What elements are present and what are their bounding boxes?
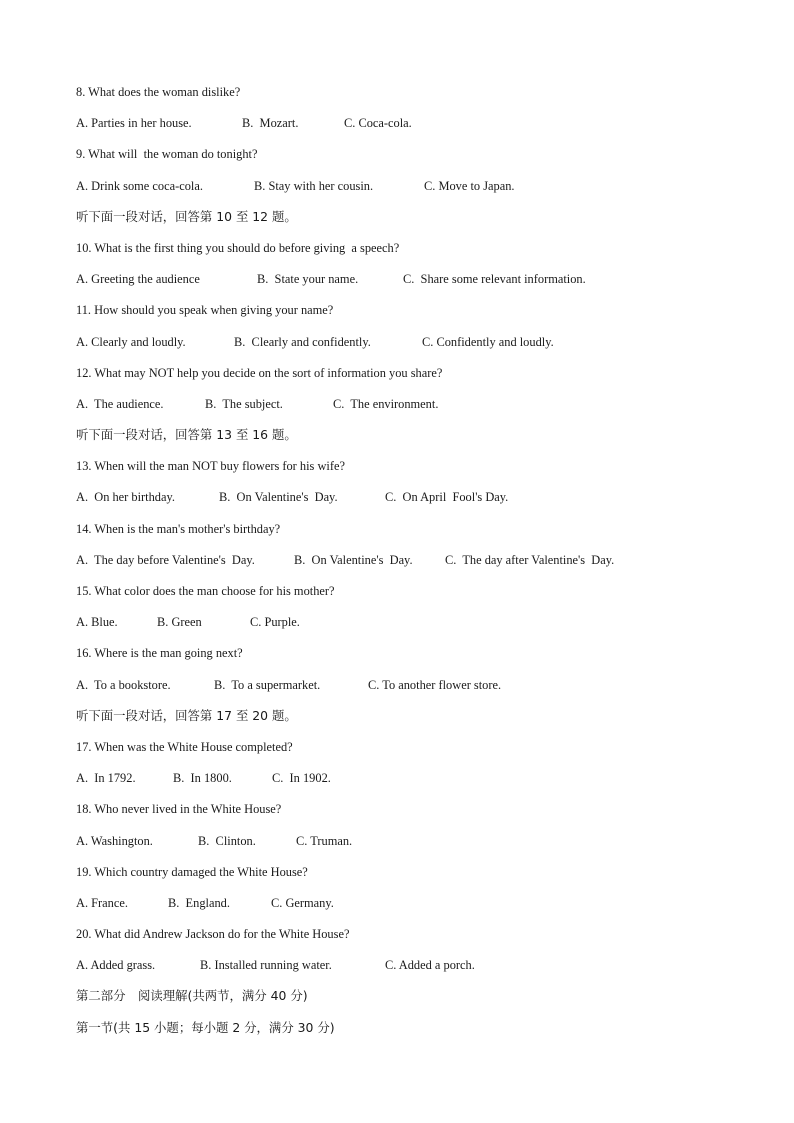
answer-option: C. Added a porch. bbox=[385, 958, 475, 973]
section-instruction: 听下面一段对话，回答第 10 至 12 题。 bbox=[76, 208, 297, 224]
answer-option: C. Coca-cola. bbox=[344, 116, 412, 131]
document-page bbox=[76, 83, 766, 1050]
answer-option: B. On Valentine's Day. bbox=[219, 490, 338, 505]
answer-option: B. To a supermarket. bbox=[214, 677, 321, 692]
answer-option: A. The audience. bbox=[76, 396, 164, 411]
answer-option: C. Truman. bbox=[296, 833, 353, 848]
answer-options bbox=[76, 832, 766, 863]
answer-option: C. The day after Valentine's Day. bbox=[445, 552, 615, 567]
question-text: 11. How should you speak when giving your name? bbox=[76, 303, 334, 318]
answer-option: B. In 1800. bbox=[173, 771, 232, 786]
answer-option: A. France. bbox=[76, 895, 128, 910]
question-text: 16. Where is the man going next? bbox=[76, 646, 243, 661]
question-text: 14. When is the man's mother's birthday? bbox=[76, 521, 281, 536]
answer-options bbox=[76, 114, 766, 145]
answer-option: C. Share some relevant information. bbox=[403, 272, 586, 287]
answer-options bbox=[76, 613, 766, 644]
answer-option: B. Clinton. bbox=[198, 833, 256, 848]
answer-option: A. Clearly and loudly. bbox=[76, 334, 186, 349]
answer-option: A. On her birthday. bbox=[76, 490, 175, 505]
answer-option: B. The subject. bbox=[205, 396, 283, 411]
question-text: 8. What does the woman dislike? bbox=[76, 85, 241, 99]
answer-option: A. Blue. bbox=[76, 615, 118, 630]
answer-option: B. Stay with her cousin. bbox=[254, 178, 374, 193]
answer-options bbox=[76, 395, 766, 426]
answer-option: B. Installed running water. bbox=[200, 958, 332, 973]
answer-option: B. State your name. bbox=[257, 272, 359, 287]
answer-option: C. In 1902. bbox=[272, 771, 331, 786]
answer-option: C. On April Fool's Day. bbox=[385, 490, 509, 505]
question-text: 19. Which country damaged the White House? bbox=[76, 864, 308, 879]
answer-option: A. Parties in her house. bbox=[76, 116, 192, 131]
answer-option: C. Move to Japan. bbox=[424, 178, 515, 193]
answer-option: B. Clearly and confidently. bbox=[234, 334, 371, 349]
question-text: 13. When will the man NOT buy flowers for his wife? bbox=[76, 459, 345, 474]
answer-option: A. To a bookstore. bbox=[76, 677, 171, 692]
answer-option: C. Purple. bbox=[250, 615, 300, 630]
answer-options bbox=[76, 270, 766, 301]
answer-option: C. Germany. bbox=[271, 895, 334, 910]
answer-options bbox=[76, 894, 766, 925]
answer-option: B. Green bbox=[157, 615, 202, 630]
question-text: 12. What may NOT help you decide on the sort of information you share? bbox=[76, 365, 443, 380]
question-text: 17. When was the White House completed? bbox=[76, 739, 293, 754]
answer-options bbox=[76, 177, 766, 208]
answer-option: A. In 1792. bbox=[76, 771, 136, 786]
answer-option: B. Mozart. bbox=[242, 116, 299, 131]
question-text: 9. What will the woman do tonight? bbox=[76, 147, 258, 162]
answer-option: A. Added grass. bbox=[76, 958, 156, 973]
answer-option: A. Washington. bbox=[76, 833, 153, 848]
answer-options bbox=[76, 956, 766, 987]
answer-options bbox=[76, 676, 766, 707]
answer-options bbox=[76, 551, 766, 582]
question-text: 15. What color does the man choose for his mother? bbox=[76, 584, 335, 598]
answer-option: A. Greeting the audience bbox=[76, 272, 200, 287]
answer-options bbox=[76, 333, 766, 364]
section-instruction: 第二部分 阅读理解(共两节，满分 40 分) bbox=[76, 988, 308, 1004]
answer-option: A. Drink some coca-cola. bbox=[76, 178, 203, 193]
answer-options bbox=[76, 769, 766, 800]
answer-option: C. To another flower store. bbox=[368, 677, 502, 692]
question-text: 10. What is the first thing you should do before giving a speech? bbox=[76, 240, 400, 255]
answer-option: B. England. bbox=[168, 895, 230, 910]
question-text: 20. What did Andrew Jackson do for the White House? bbox=[76, 927, 350, 942]
answer-options bbox=[76, 488, 766, 519]
answer-option: B. On Valentine's Day. bbox=[294, 552, 413, 567]
section-instruction: 第一节(共 15 小题；每小题 2 分，满分 30 分) bbox=[76, 1019, 335, 1035]
answer-option: C. Confidently and loudly. bbox=[422, 334, 554, 349]
answer-option: C. The environment. bbox=[333, 396, 439, 411]
question-text: 18. Who never lived in the White House? bbox=[76, 802, 282, 817]
section-instruction: 听下面一段对话，回答第 13 至 16 题。 bbox=[76, 427, 297, 443]
section-instruction: 听下面一段对话，回答第 17 至 20 题。 bbox=[76, 707, 297, 723]
answer-option: A. The day before Valentine's Day. bbox=[76, 552, 255, 567]
